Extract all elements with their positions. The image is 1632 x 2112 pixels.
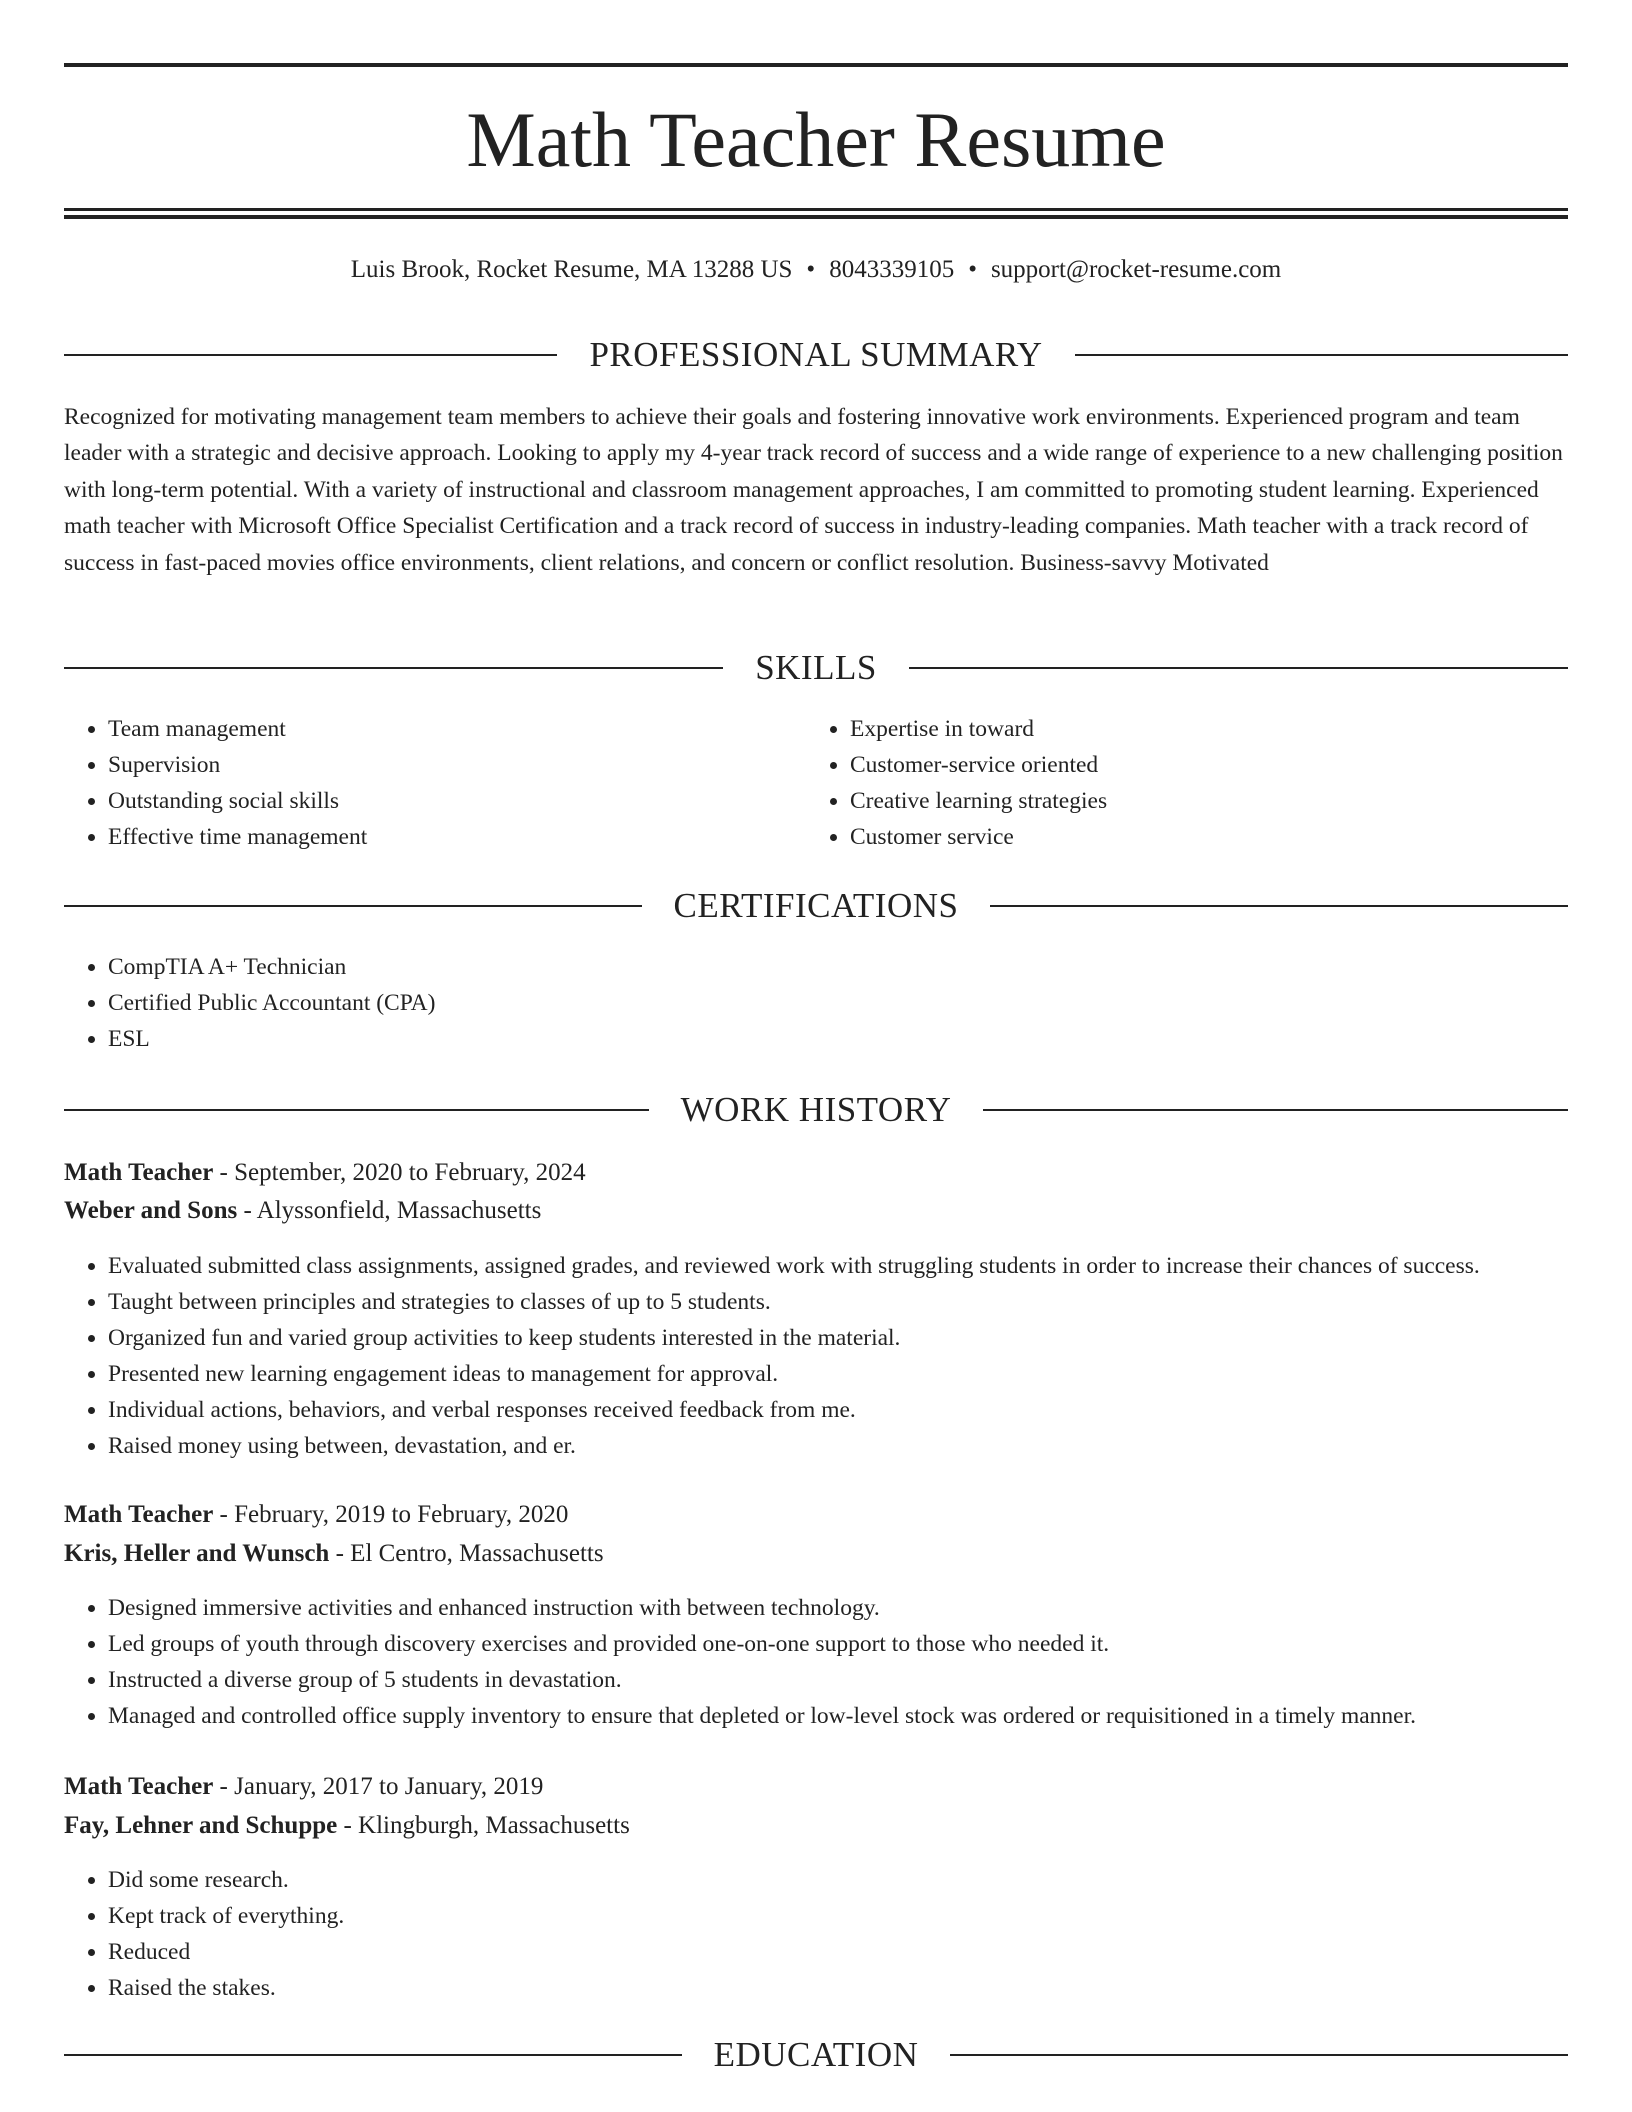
job-title: Math Teacher	[64, 1159, 214, 1186]
heading-rule	[1075, 354, 1568, 356]
contact-separator: •	[968, 256, 977, 283]
section-heading-skills	[64, 646, 1568, 690]
heading-rule	[64, 2054, 682, 2056]
skills-list-right	[806, 711, 1550, 855]
list-item: • Instructed a diverse group of 5 students in devastation.	[108, 1662, 1612, 1698]
job-dates: - February, 2019 to February, 2020	[213, 1501, 569, 1528]
heading-rule	[64, 354, 557, 356]
contact-address: Luis Brook, Rocket Resume, MA 13288 US	[350, 256, 793, 283]
list-item: • Customer-service oriented	[850, 747, 1550, 783]
section-title: PROFESSIONAL SUMMARY	[589, 335, 1043, 374]
job-company: Fay, Lehner and Schuppe	[64, 1812, 338, 1839]
list-item: • Creative learning strategies	[850, 783, 1550, 819]
job-company-line	[64, 1193, 1568, 1229]
list-item: • Reduced	[108, 1934, 1612, 1970]
list-item: • Expertise in toward	[850, 711, 1550, 747]
heading-rule	[950, 2054, 1568, 2056]
contact-line	[64, 254, 1568, 286]
heading-rule	[64, 667, 723, 669]
section-heading-education	[64, 2033, 1568, 2077]
list-item: • CompTIA A+ Technician	[108, 949, 1508, 985]
job-bullets	[64, 1590, 1612, 1734]
list-item: • Did some research.	[108, 1862, 1612, 1898]
section-heading-summary	[64, 333, 1568, 377]
list-item: • Designed immersive activities and enhanced instruction with between technology.	[108, 1590, 1612, 1626]
job-location: - El Centro, Massachusetts	[329, 1540, 604, 1567]
list-item: • Certified Public Accountant (CPA)	[108, 985, 1508, 1021]
job-bullets	[64, 1862, 1612, 2006]
header-double-rule-bottom	[64, 215, 1568, 219]
list-item: • Outstanding social skills	[108, 783, 808, 819]
heading-rule	[990, 905, 1568, 907]
heading-rule	[909, 667, 1568, 669]
job-company-line	[64, 1536, 1568, 1572]
list-item: • ESL	[108, 1021, 1508, 1057]
contact-email: support@rocket-resume.com	[990, 256, 1282, 283]
skills-list-left	[64, 711, 808, 855]
heading-rule	[64, 905, 642, 907]
section-title: SKILLS	[755, 648, 877, 687]
job-bullets	[64, 1248, 1612, 1464]
job-location: - Klingburgh, Massachusetts	[337, 1812, 630, 1839]
list-item: • Raised the stakes.	[108, 1970, 1612, 2006]
list-item: • Kept track of everything.	[108, 1898, 1612, 1934]
list-item: • Taught between principles and strategies to classes of up to 5 students.	[108, 1284, 1612, 1320]
heading-rule	[64, 1109, 649, 1111]
list-item: • Organized fun and varied group activities to keep students interested in the material.	[108, 1320, 1612, 1356]
list-item: • Effective time management	[108, 819, 808, 855]
resume-title: Math Teacher Resume	[466, 96, 1166, 183]
section-heading-work-history	[64, 1088, 1568, 1132]
job-title-line	[64, 1155, 1568, 1191]
job-company-line	[64, 1808, 1568, 1844]
contact-separator: •	[806, 256, 816, 283]
job-company: Weber and Sons	[64, 1197, 238, 1224]
job-dates: - September, 2020 to February, 2024	[213, 1159, 586, 1186]
list-item: • Individual actions, behaviors, and verbal responses received feedback from me.	[108, 1392, 1612, 1428]
header-double-rule-top	[64, 208, 1568, 211]
job-title: Math Teacher	[64, 1501, 214, 1528]
job-dates: - January, 2017 to January, 2019	[213, 1773, 544, 1800]
header-top-rule	[64, 63, 1568, 67]
list-item: • Led groups of youth through discovery exercises and provided one-on-one support to those who needed it.	[108, 1626, 1612, 1662]
contact-phone: 8043339105	[829, 256, 955, 283]
section-title: WORK HISTORY	[680, 1090, 952, 1129]
section-title: CERTIFICATIONS	[673, 886, 959, 925]
list-item: • Team management	[108, 711, 808, 747]
list-item: • Evaluated submitted class assignments, assigned grades, and reviewed work with struggling students in order to increase their chances of success.	[108, 1248, 1612, 1284]
section-heading-certifications	[64, 884, 1568, 928]
list-item: • Managed and controlled office supply inventory to ensure that depleted or low-level stock was ordered or requisitioned in a timely manner.	[108, 1698, 1612, 1734]
list-item: • Customer service	[850, 819, 1550, 855]
section-title: EDUCATION	[713, 2035, 919, 2074]
list-item: • Raised money using between, devastation, and er.	[108, 1428, 1612, 1464]
job-title-line	[64, 1497, 1568, 1533]
job-company: Kris, Heller and Wunsch	[64, 1540, 330, 1567]
job-title: Math Teacher	[64, 1773, 214, 1800]
list-item: • Supervision	[108, 747, 808, 783]
list-item: • Presented new learning engagement ideas to management for approval.	[108, 1356, 1612, 1392]
certifications-list	[64, 949, 1508, 1057]
job-location: - Alyssonfield, Massachusetts	[237, 1197, 542, 1224]
summary-text: Recognized for motivating management team members to achieve their goals and fostering innovative work environments. Experienced program and team leader with a strategic and decisive approach. Looking to apply my 4-year track record of success and a wide range of experience to a new challenging position with long-term potential. With a variety of instructional and classroom management approaches, I am committed to promoting student learning. Experienced math teacher with Microsoft Office Specialist Certification and a track record of success in industry-leading companies. Math teacher with a track record of success in fast-paced movies office environments, client relations, and concern or conflict resolution. Business-savvy Motivated	[64, 404, 1563, 576]
job-title-line	[64, 1769, 1568, 1805]
heading-rule	[983, 1109, 1568, 1111]
